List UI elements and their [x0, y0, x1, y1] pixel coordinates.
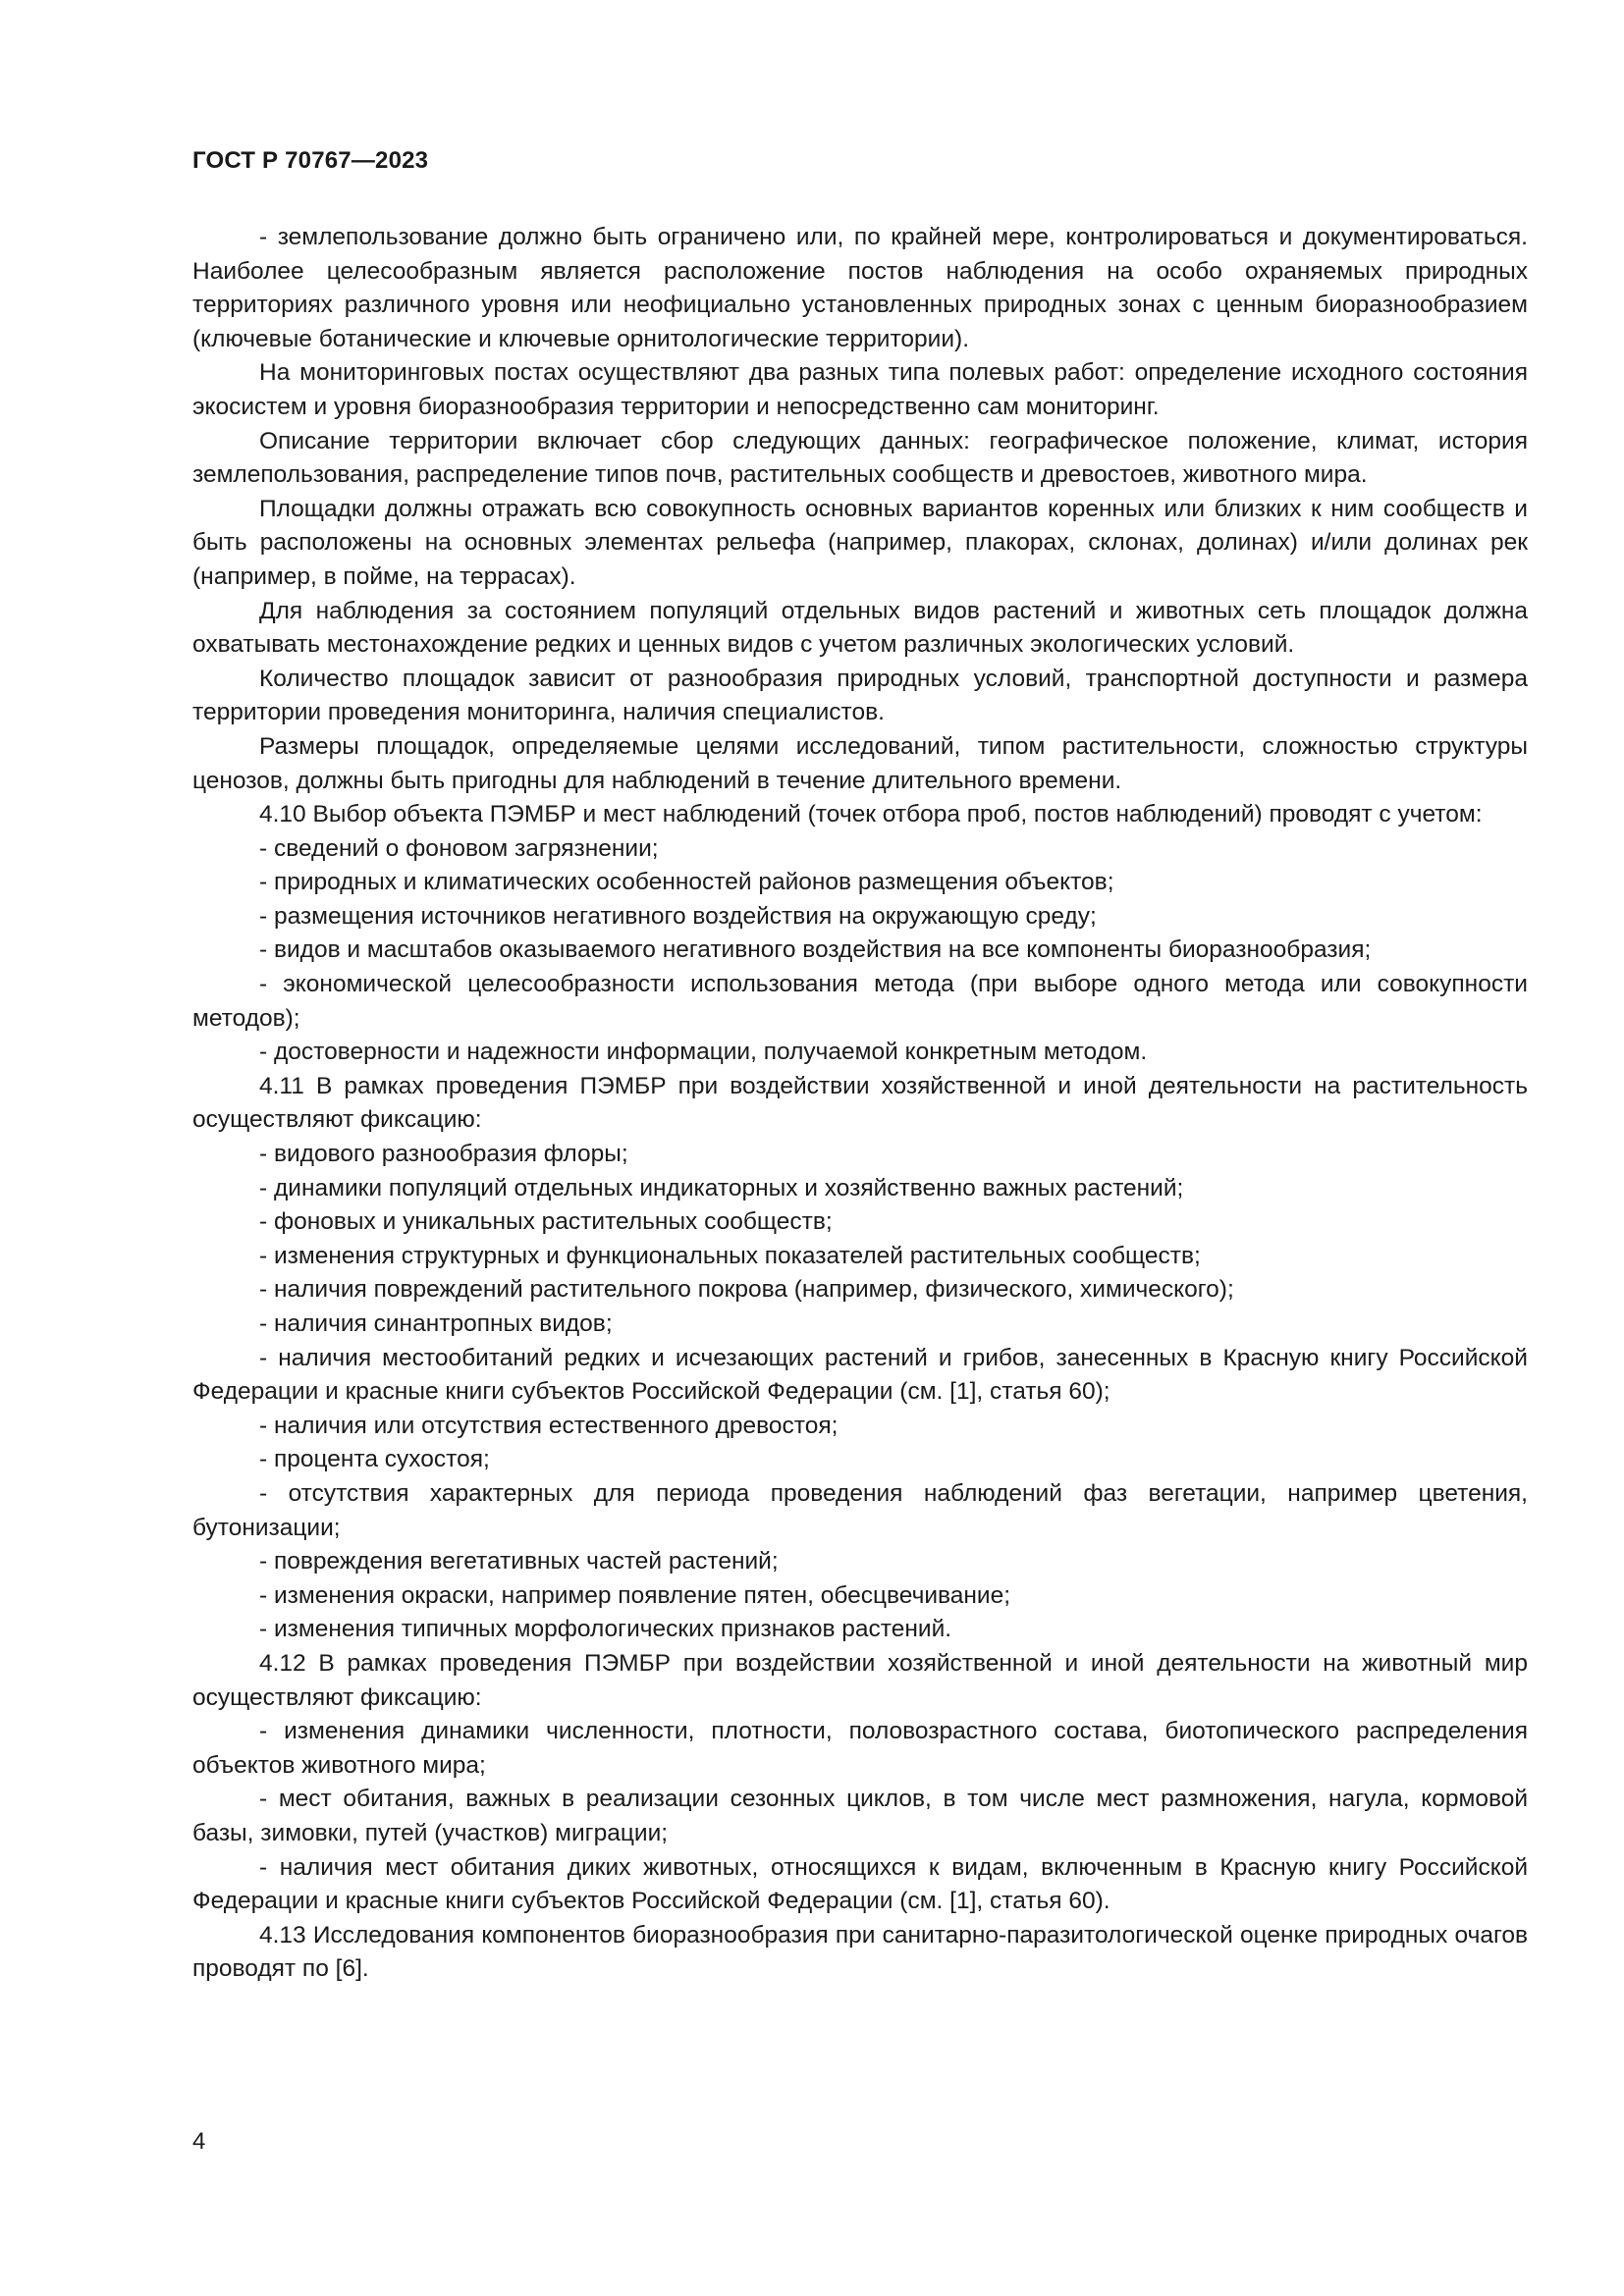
paragraph: Для наблюдения за состоянием популяций отдельных видов растений и животных сеть площадок должна охватывать местонахождение редких и ценных видов с учетом различных экологических условий.	[192, 597, 1528, 659]
list-item: - изменения динамики численности, плотности, половозрастного состава, биотопического распределения объектов животного мира;	[192, 1718, 1528, 1779]
list-item: - видового разнообразия флоры;	[259, 1141, 628, 1168]
paragraph: На мониторинговых постах осуществляют два разных типа полевых работ: определение исходного состояния экосистем и уровня биоразнообразия территории и непосредственно сам мониторинг.	[192, 359, 1528, 420]
page-number: 4	[192, 2128, 206, 2155]
list-item: - фоновых и уникальных растительных сообществ;	[259, 1208, 833, 1236]
list-item: - изменения окраски, например появление пятен, обесцвечивание;	[259, 1581, 1011, 1609]
paragraph: - землепользование должно быть ограничено или, по крайней мере, контролироваться и документироваться. Наиболее целесообразным является расположение постов наблюдения на особо охраняемых природных территориях различного уровня или неофициально установленных природных зонах с ценным биоразнообразием (ключевые ботанические и ключевые орнитологические территории).	[192, 224, 1528, 352]
list-item: - мест обитания, важных в реализации сезонных циклов, в том числе мест размножения, нагула, кормовой базы, зимовки, путей (участков) миграции;	[192, 1786, 1528, 1846]
paragraph: Количество площадок зависит от разнообразия природных условий, транспортной доступности и размера территории проведения мониторинга, наличия специалистов.	[192, 665, 1528, 726]
section-4-10: 4.10 Выбор объекта ПЭМБР и мест наблюдений (точек отбора проб, постов наблюдений) проводят с учетом:	[259, 801, 1483, 828]
document-header: ГОСТ Р 70767—2023	[192, 147, 429, 174]
section-4-12: 4.12 В рамках проведения ПЭМБР при воздействии хозяйственной и иной деятельности на животный мир осуществляют фиксацию:	[192, 1649, 1528, 1711]
list-item: - экономической целесообразности использования метода (при выборе одного метода или совокупности методов);	[192, 971, 1528, 1032]
paragraph: Описание территории включает сбор следующих данных: географическое положение, климат, история землепользования, распределение типов почв, растительных сообществ и древостоев, животного мира.	[192, 427, 1528, 489]
section-4-11: 4.11 В рамках проведения ПЭМБР при воздействии хозяйственной и иной деятельности на растительность осуществляют фиксацию:	[192, 1072, 1528, 1134]
paragraph: Площадки должны отражать всю совокупность основных вариантов коренных или близких к ним сообществ и быть расположены на основных элементах рельефа (например, плакорах, склонах, долинах) и/или долинах рек (например, в пойме, на террасах).	[192, 495, 1528, 590]
list-item: - наличия мест обитания диких животных, относящихся к видам, включенным в Красную книгу Российской Федерации и красные книги субъектов Российской Федерации (см. [1], статья 60).	[192, 1853, 1528, 1915]
list-item: - изменения структурных и функциональных показателей растительных сообществ;	[259, 1242, 1201, 1269]
list-item: - достоверности и надежности информации, получаемой конкретным методом.	[259, 1039, 1148, 1066]
list-item: - наличия или отсутствия естественного древостоя;	[259, 1412, 839, 1439]
list-item: - повреждения вегетативных частей растений;	[259, 1548, 779, 1575]
list-item: - видов и масштабов оказываемого негативного воздействия на все компоненты биоразнообразия;	[259, 936, 1372, 964]
section-4-13: 4.13 Исследования компонентов биоразнообразия при санитарно-паразитологической оценке природных очагов проводят по [6].	[192, 1921, 1528, 1983]
list-item: - наличия повреждений растительного покрова (например, физического, химического);	[259, 1276, 1234, 1304]
paragraph: Размеры площадок, определяемые целями исследований, типом растительности, сложностью структуры ценозов, должны быть пригодны для наблюдений в течение длительного времени.	[192, 732, 1528, 794]
list-item: - наличия синантропных видов;	[259, 1310, 613, 1337]
list-item: - изменения типичных морфологических признаков растений.	[259, 1616, 952, 1643]
list-item: - сведений о фоновом загрязнении;	[259, 834, 659, 862]
list-item: - процента сухостоя;	[259, 1446, 490, 1473]
list-item: - отсутствия характерных для периода проведения наблюдений фаз вегетации, например цветения, бутонизации;	[192, 1479, 1528, 1541]
list-item: - размещения источников негативного воздействия на окружающую среду;	[259, 902, 1097, 930]
list-item: - динамики популяций отдельных индикаторных и хозяйственно важных растений;	[259, 1174, 1184, 1201]
document-body	[192, 221, 1528, 1987]
list-item: - природных и климатических особенностей районов размещения объектов;	[259, 869, 1114, 896]
list-item: - наличия местообитаний редких и исчезающих растений и грибов, занесенных в Красную книгу Российской Федерации и красные книги субъектов Российской Федерации (см. [1], статья 60);	[192, 1344, 1528, 1406]
